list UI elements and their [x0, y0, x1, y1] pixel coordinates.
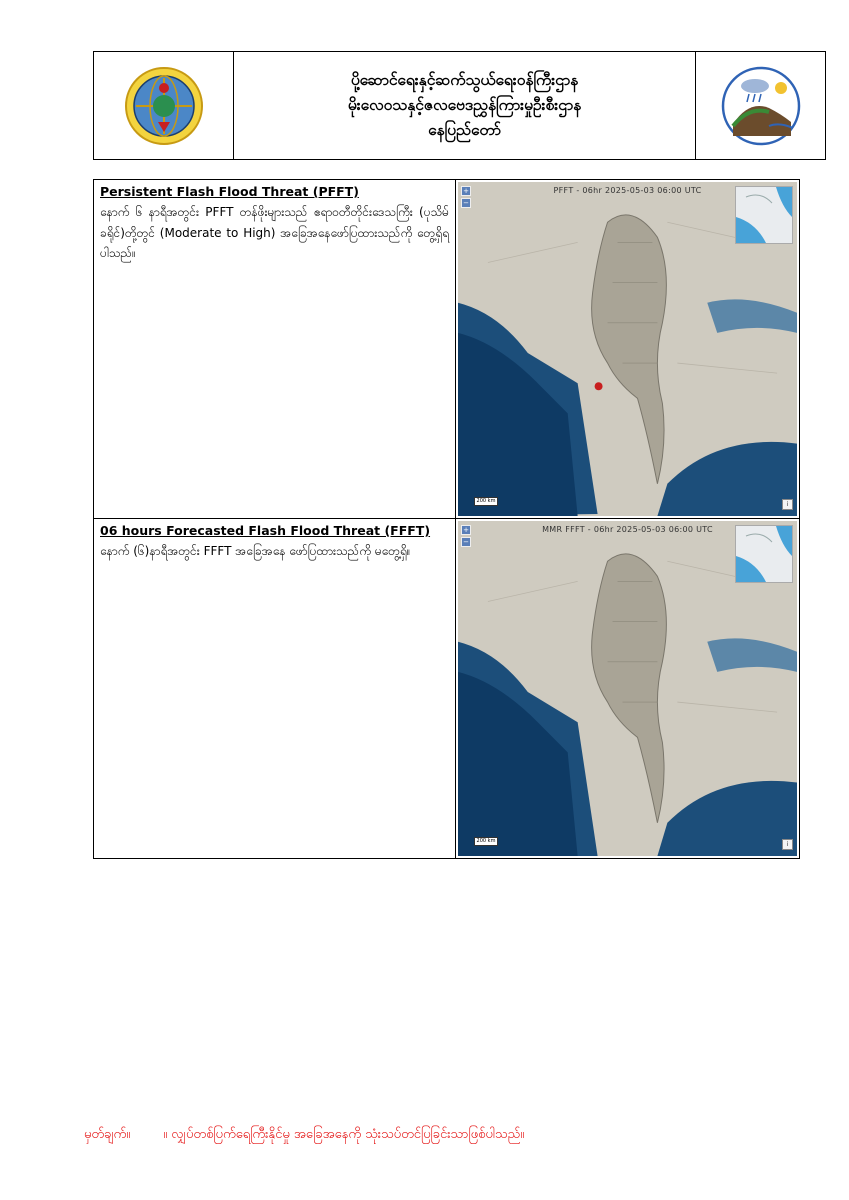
header-line-1: ပို့ဆောင်ရေးနှင့်ဆက်သွယ်ရေးဝန်ကြီးဌာန	[350, 71, 579, 89]
ministry-logo	[94, 52, 234, 159]
header-box	[93, 51, 826, 160]
footer-label: မှတ်ချက်။	[84, 1127, 131, 1142]
header-line-2: မိုးလေဝသနှင့်ဇလဗေဒညွှန်ကြားမှုဦးစီးဌာန	[347, 96, 582, 114]
ffft-title: 06 hours Forecasted Flash Flood Threat (FFFT)	[100, 523, 431, 538]
footer-note	[84, 1126, 824, 1145]
pfft-text-cell	[94, 180, 456, 518]
zoom-in-button[interactable]: +	[461, 186, 471, 196]
scale-bar: 200 km	[474, 497, 498, 506]
ffft-description: နောက် (၆)နာရီအတွင်း FFFT အခြေအနေ ဖော်ပြထားသည်ကို မတွေ့ရှိ။	[100, 544, 411, 558]
header-title	[234, 52, 695, 159]
map-info-button[interactable]: i	[782, 499, 793, 510]
ffft-map[interactable]	[458, 521, 797, 856]
ffft-text-cell	[94, 519, 456, 858]
pfft-map-caption: PFFT - 06hr 2025-05-03 06:00 UTC	[553, 186, 702, 195]
scale-bar: 200 km	[474, 837, 498, 846]
ffft-map-cell	[456, 519, 799, 858]
zoom-out-button[interactable]: −	[461, 198, 471, 208]
zoom-out-button[interactable]: −	[461, 537, 471, 547]
ffft-inset-map	[735, 525, 793, 583]
pfft-map-cell	[456, 180, 799, 518]
pfft-title: Persistent Flash Flood Threat (PFFT)	[100, 184, 359, 199]
table-row	[94, 180, 799, 519]
table-row	[94, 519, 799, 858]
content-table	[93, 179, 800, 859]
pfft-map[interactable]	[458, 182, 797, 516]
hydro-cycle-logo	[695, 52, 825, 159]
zoom-in-button[interactable]: +	[461, 525, 471, 535]
map-info-button[interactable]: i	[782, 839, 793, 850]
pfft-description: နောက် ၆ နာရီအတွင်း PFFT တန်ဖိုးများသည် ဧရာဝတီတိုင်းဒေသကြီး (ပုသိမ်ခရိုင်)တို့တွင် (Moderate to High) အခြေအနေဖော်ပြထားသည်ကို တွေ့ရှိရပါသည်။	[100, 205, 449, 260]
footer-text: ။ လျှပ်တစ်ပြက်ရေကြီးနိုင်မှု အခြေအနေကို သုံးသပ်တင်ပြခြင်းသာဖြစ်ပါသည်။	[163, 1127, 525, 1142]
pfft-inset-map	[735, 186, 793, 244]
header-line-3: နေပြည်တော်	[428, 121, 501, 139]
ffft-map-caption: MMR FFFT - 06hr 2025-05-03 06:00 UTC	[542, 525, 713, 534]
